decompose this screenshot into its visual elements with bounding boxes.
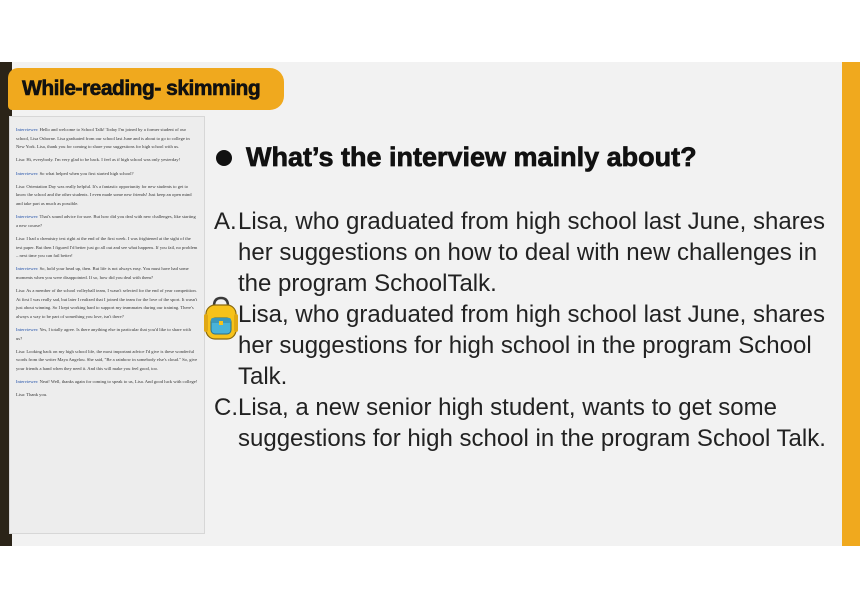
speaker-label: Lisa: [16,157,26,163]
passage-paragraph [16,126,198,152]
passage-paragraph [16,378,198,387]
option-text: Lisa, who graduated from high school last June, shares her suggestions on how to deal with new challenges in the program SchoolTalk. [238,208,826,297]
option-a[interactable] [214,206,836,299]
option-text: Lisa, who graduated from high school last June, shares her suggestions for high school in the program School Talk. [238,301,826,390]
option-text: Lisa, a new senior high student, wants to get some suggestions for high school in the program School Talk. [238,394,826,452]
paragraph-text: That's sound advice for sure. But how did you deal with new challenges, like starting a new course? [16,214,196,228]
question-text: What’s the interview mainly about? [246,142,697,172]
paragraph-text: Thank you. [26,392,48,398]
backpack-icon [201,296,241,342]
passage-paragraph [16,213,198,230]
passage-paragraph [16,170,198,179]
paragraph-text: Hello and welcome to School Talk! Today I'm joined by a former student of our school, Lisa Osborne. Lisa graduated from our school last June and is about to go to college in New York. Lisa, thank you for coming to share your suggestions for high school with us. [16,127,190,150]
right-accent-bar [842,62,860,546]
speaker-label: Interviewer: [16,327,39,333]
passage-paragraph [16,348,198,374]
answer-options [214,206,836,454]
paragraph-text: As a member of the school volleyball team, I wasn't selected for the end of year competition. At first I was really sad, but later I realized that I joined the team for the love of the sport. It wasn't just about winning. So I kept working hard to support my teammates during our training. There's always a way to be part of something you love, isn't there? [16,288,198,319]
speaker-label: Lisa: [16,288,26,294]
bullet-dot-icon [216,150,232,166]
passage-paragraph [16,183,198,209]
paragraph-text: Neat! Well, thanks again for coming to speak to us, Lisa. And good luck with college! [39,379,198,385]
interview-passage [9,116,205,534]
speaker-label: Interviewer: [16,127,39,132]
speaker-label: Interviewer: [16,170,39,176]
paragraph-text: So what helped when you first started high school? [39,170,134,176]
speaker-label: Lisa: [16,183,26,189]
paragraph-text: Orientation Day was really helpful. It's a fantastic opportunity for new students to get to know the school and the other students. I even made some new friends! Just keep an open mind and take part as much as possible. [16,183,192,206]
speaker-label: Interviewer: [16,214,39,220]
section-title-tag [8,68,284,110]
paragraph-text: Looking back on my high school life, the most important advice I'd give is these wonderful words from the writer Maya Angelou. She said, "Be a rainbow in somebody else's cloud." So, give your friends a hand when they need it. And this will make you feel good, too. [16,348,198,371]
passage-paragraph [16,235,198,261]
passage-paragraph [16,326,198,343]
paragraph-text: I had a chemistry test right at the end of the first week. I was frightened at the sight of the test paper. But then I figured I'd better just go all out and see what happens. If you fail, no problem – next time you can fail better! [16,235,198,259]
passage-paragraph [16,391,198,400]
option-c[interactable] [214,392,836,454]
paragraph-text: So, hold your head up, then. But life is not always easy. You must have had some moments when you were disappointed. If so, how did you deal with them? [16,266,189,280]
speaker-label: Lisa: [16,348,26,354]
passage-paragraph [16,156,198,165]
option-letter: C. [214,394,238,421]
speaker-label: Interviewer: [16,266,39,272]
paragraph-text: Yes, I totally agree. Is there anything else in particular that you'd like to share with us? [16,327,191,341]
passage-paragraph [16,265,198,282]
option-b[interactable] [214,299,836,392]
speaker-label: Lisa: [16,235,26,241]
section-title: While-reading- skimming [22,77,261,100]
option-letter: A. [214,208,237,235]
passage-paragraph [16,287,198,321]
paragraph-text: Hi, everybody. I'm very glad to be back. I feel as if high school was only yesterday! [26,157,181,163]
speaker-label: Lisa: [16,392,26,398]
question-line [216,142,836,173]
speaker-label: Interviewer: [16,379,39,385]
